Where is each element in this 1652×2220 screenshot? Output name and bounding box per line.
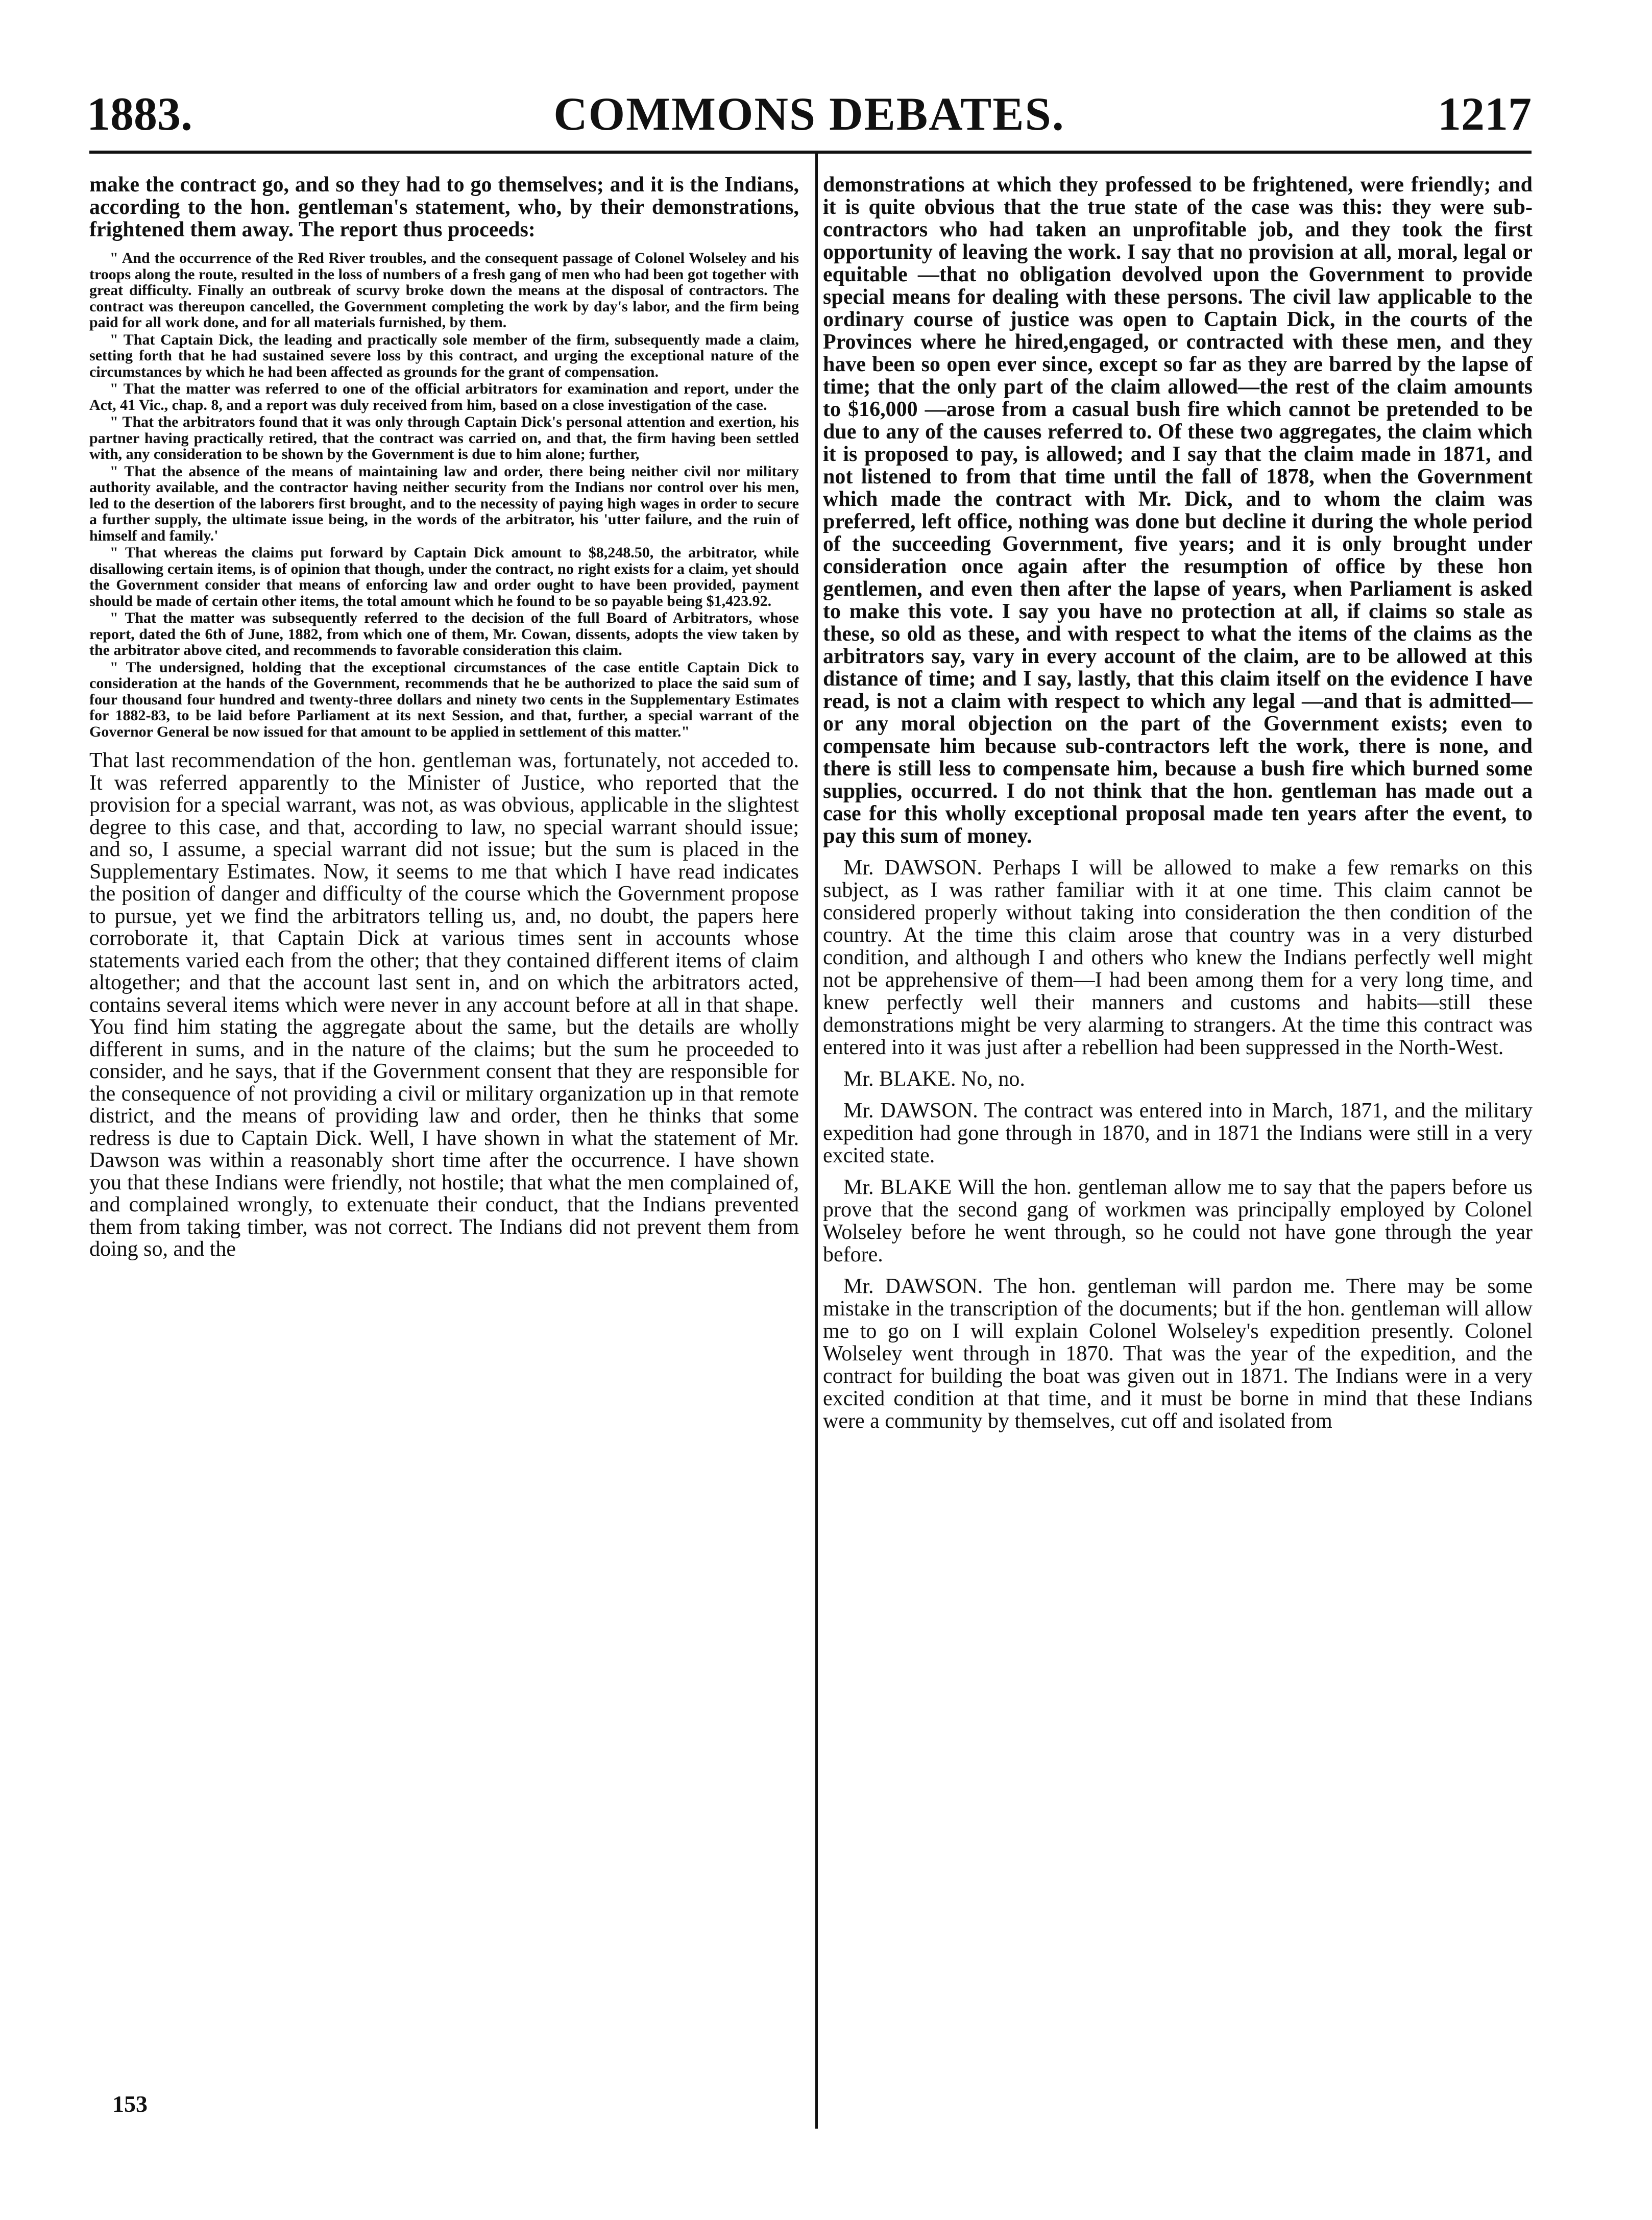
left-body-paragraph: That last recommendation of the hon. gentleman was, fortunately, not acceded to. It was referred apparently to the Minister of Justice, who reported that the provision for a special warrant, was not, as was obvious, applicable in the slightest degree to this case, and that, according to law, no special warrant should issue; and so, I assume, a special warrant did not issue; but the sum is placed in the Supplementary Estimates. Now, it seems to me that which I have read indicates the position of danger and difficulty of the course which the Government propose to pursue, yet we find the arbitrators telling us, and, no doubt, the papers here corroborate it, that Captain Dick at various times sent in accounts whose statements varied each from the other; that they contained different items of claim altogether; and that the account last sent in, and on which the arbitrators acted, contains several items which were never in any account before at all in that shape. You find him stating the aggregate about the same, but the details are wholly different in sums, and in the nature of the claims; but the sum he proceeded to consider, and he says, that if the Government consent that they are responsible for the consequence of not providing a civil or military organization up in that remote district, and the means of providing law and order, then he thinks that some redress is due to Captain Dick. Well, I have shown in what the statement of Mr. Dawson was within a reasonably short time after the occurrence. I have shown you that these Indians were friendly, not hostile; that what the men complained of, and complained wrongly, to extenuate their conduct, that the Indians prevented them from taking timber, was not correct. The Indians did not prevent them from doing so, and the (89, 749, 799, 1261)
signature-mark: 153 (112, 2091, 148, 2117)
right-paragraph-6 (823, 1275, 1533, 1432)
speech-blake: Mr. BLAKE Will the hon. gentleman allow me to say that the papers before us prove that the second gang of workmen was principally employed by Colonel Wolseley before he went through, so he could not have gone through the year before. (823, 1176, 1533, 1266)
quote-paragraph: " That the arbitrators found that it was only through Captain Dick's personal attention and exertion, his partner having practically retired, that the contract was carried on, and that, the firm having been settled with, any consideration to be shown by the Government is due to him alone; further, (89, 413, 799, 462)
quote-paragraph: " The undersigned, holding that the exceptional circumstances of the case entitle Captain Dick to consideration at the hands of the Government, recommends that he be authorized to place the said sum of four thousand four hundred and twenty-three dollars and ninety two cents in the Supplementary Estimates for 1882-83, to be laid before Parliament at its next Session, and that, further, a special warrant of the Governor General be now issued for that amount to be applied in settlement of this matter." (89, 658, 799, 740)
left-intro-paragraph: make the contract go, and so they had to go themselves; and it is the Indians, according to the hon. gentleman's statement, who, by their demonstrations, frightened them away. The report thus proceeds: (89, 173, 799, 241)
quote-paragraph: " That whereas the claims put forward by Captain Dick amount to $8,248.50, the arbitrator, while disallowing certain items, is of opinion that though, under the contract, no right exists for a claim, yet should the Government consider that means of enforcing law and order ought to have been provided, payment should be made of certain other items, the total amount which he found to be so payable being $1,423.92. (89, 544, 799, 609)
speech-dawson: Mr. DAWSON. The contract was entered into in March, 1871, and the military expedition had gone through in 1870, and in 1871 the Indians were still in a very excited state. (823, 1099, 1533, 1167)
speech-dawson: Mr. DAWSON. Perhaps I will be allowed to make a few remarks on this subject, as I was rather familiar with it at one time. This claim cannot be considered properly without taking into consideration the then condition of the country. At the time this claim arose that country was in a very disturbed condition, and although I and others who knew the Indians perfectly well might not be apprehensive of them—I had been among them for a very long time, and knew perfectly well their manners and customs and habits—still these demonstrations might be very alarming to strangers. At the time this contract was entered into it was just after a rebellion had been suppressed in the North-West. (823, 856, 1533, 1059)
speech-dawson: Mr. DAWSON. The hon. gentleman will pardon me. There may be some mistake in the transcription of the documents; but if the hon. gentleman will allow me to go on I will explain Colonel Wolseley's expedition presently. Colonel Wolseley went through in 1870. That was the year of the expedition, and the contract for building the boat was given out in 1871. The Indians were in a very excited condition at that time, and it must be borne in mind that these Indians were a community by themselves, cut off and isolated from (823, 1275, 1533, 1433)
left-continuation (89, 750, 799, 1261)
header-page-number: 1217 (1438, 88, 1532, 140)
quote-paragraph: " That the matter was subsequently referred to the decision of the full Board of Arbitrators, whose report, dated the 6th of June, 1882, from which one of them, Mr. Cowan, dissents, adopts the view taken by the arbitrator above cited, and recommends to favorable consideration this claim. (89, 609, 799, 658)
header-year: 1883. (87, 88, 192, 140)
left-column (89, 174, 799, 1266)
running-header (87, 87, 1532, 148)
header-rule (89, 151, 1532, 154)
right-paragraph-5 (823, 1176, 1533, 1266)
column-divider (815, 153, 818, 2129)
speech-blake: Mr. BLAKE. No, no. (843, 1067, 1025, 1091)
header-title: COMMONS DEBATES. (553, 88, 1065, 140)
speech-continuation: demonstrations at which they professed to be frightened, were friendly; and it is quite obvious that the true state of the case was this: they were sub-contractors who had taken an unprofitable job, and they took the first opportunity of leaving the work. I say that no provision at all, moral, legal or equitable —that no obligation devolved upon the Government to provide special means for dealing with these persons. The civil law applicable to the ordinary course of justice was open to Captain Dick, in the courts of the Provinces where he hired,engaged, or contracted with these men, and they have been so open ever since, except so far as they are barred by the lapse of time; that the only part of the claim allowed—the rest of the claim amounts to $16,000 —arose from a casual bush fire which cannot be pretended to be due to any of the causes referred to. Of these two aggregates, the claim which it is proposed to pay, is allowed; and I say that the claim made in 1871, and not listened to from that time until the fall of 1878, when the Government which made the contract with Mr. Dick, and to whom the claim was preferred, left office, nothing was done but decline it during the whole period of the succeeding Government, five years; and it is only brought under consideration once again after the resumption of office by these hon gentlemen, and even then after the lapse of years, when Parliament is asked to make this vote. I say you have no protection at all, if claims so stale as these, so old as these, and with respect to what the items of the claims as the arbitrators say, vary in every account of the claim, are to be allowed at this distance of time; and I say, lastly, that this claim itself on the evidence I have read, is not a claim with respect to which any legal —and that is admitted—or any moral objection on the part of the Government exists; even to compensate him because sub-contractors left the work, there is none, and there is still less to compensate him, because a bush fire which burned some supplies, occurred. I do not think that the hon. gentleman has made out a case for this wholly exceptional proposal made ten years after the event, to pay this sum of money. (823, 173, 1533, 848)
right-paragraph-4 (823, 1100, 1533, 1167)
quote-paragraph: " That Captain Dick, the leading and practically sole member of the firm, subsequently made a claim, setting forth that he had sustained severe loss by this contract, and urging the exceptional nature of the circumstances by which he had been affected as grounds for the grant of compensation. (89, 331, 799, 380)
right-column (823, 174, 1533, 1442)
right-paragraph-1 (823, 174, 1533, 847)
quote-paragraph: " That the absence of the means of maintaining law and order, there being neither civil nor military authority available, and the contractor having neither security from the Indians nor control over his men, led to the desertion of the laborers first brought, and to the necessity of paying high wages in order to secure a further supply, the ultimate issue being, in the words of the arbitrator, his 'utter failure, and the ruin of himself and family.' (89, 462, 799, 544)
report-quotation (89, 250, 799, 740)
right-paragraph-2 (823, 857, 1533, 1059)
quote-paragraph: " And the occurrence of the Red River troubles, and the consequent passage of Colonel Wolseley and his troops along the route, resulted in the loss of numbers of a fresh gang of men who had been got together with great difficulty. Finally an outbreak of scurvy broke down the means at the disposal of contractors. The contract was thereupon cancelled, the Government completing the work by day's labor, and the firm being paid for all work done, and for all materials furnished, by them. (89, 250, 799, 331)
right-paragraph-3 (823, 1068, 1533, 1090)
quote-paragraph: " That the matter was referred to one of the official arbitrators for examination and report, under the Act, 41 Vic., chap. 8, and a report was duly received from him, based on a close investigation of the case. (89, 380, 799, 413)
